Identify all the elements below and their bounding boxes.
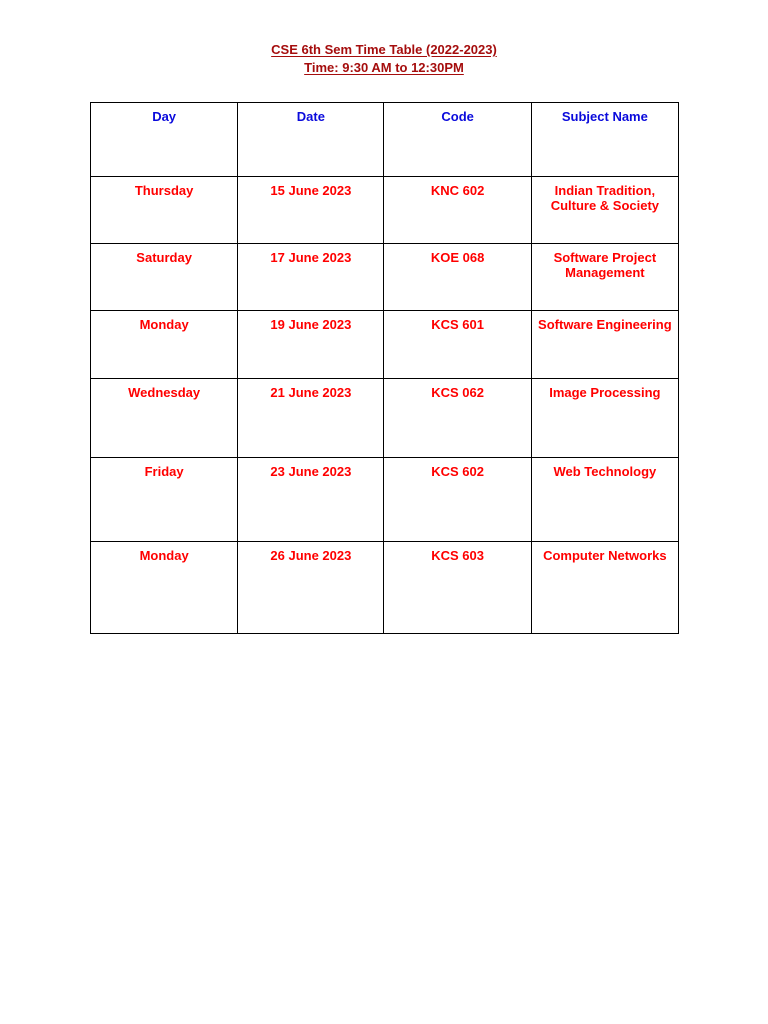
date-cell: 23 June 2023	[238, 458, 384, 542]
table-row	[91, 458, 679, 542]
subject-cell: Computer Networks	[531, 542, 678, 634]
code-cell: KOE 068	[384, 244, 531, 311]
day-cell: Thursday	[91, 177, 238, 244]
code-cell: KCS 601	[384, 311, 531, 379]
subject-cell: Software Engineering	[531, 311, 678, 379]
page-title: CSE 6th Sem Time Table (2022-2023)	[271, 42, 497, 57]
subject-cell: Indian Tradition, Culture & Society	[531, 177, 678, 244]
code-cell: KNC 602	[384, 177, 531, 244]
table-row	[91, 379, 679, 458]
subject-cell: Image Processing	[531, 379, 678, 458]
exam-time: Time: 9:30 AM to 12:30PM	[304, 60, 464, 75]
column-header-subject: Subject Name	[531, 103, 678, 177]
date-cell: 26 June 2023	[238, 542, 384, 634]
day-cell: Saturday	[91, 244, 238, 311]
day-cell: Monday	[91, 542, 238, 634]
table-row	[91, 177, 679, 244]
date-cell: 15 June 2023	[238, 177, 384, 244]
date-cell: 21 June 2023	[238, 379, 384, 458]
column-header-date: Date	[238, 103, 384, 177]
timetable	[90, 102, 679, 634]
code-cell: KCS 602	[384, 458, 531, 542]
subject-cell: Software Project Management	[531, 244, 678, 311]
date-cell: 19 June 2023	[238, 311, 384, 379]
document-header	[0, 41, 768, 77]
table-row	[91, 244, 679, 311]
table-row	[91, 311, 679, 379]
column-header-day: Day	[91, 103, 238, 177]
date-cell: 17 June 2023	[238, 244, 384, 311]
day-cell: Wednesday	[91, 379, 238, 458]
code-cell: KCS 062	[384, 379, 531, 458]
table-row	[91, 542, 679, 634]
table-header-row	[91, 103, 679, 177]
day-cell: Monday	[91, 311, 238, 379]
column-header-code: Code	[384, 103, 531, 177]
subject-cell: Web Technology	[531, 458, 678, 542]
code-cell: KCS 603	[384, 542, 531, 634]
day-cell: Friday	[91, 458, 238, 542]
